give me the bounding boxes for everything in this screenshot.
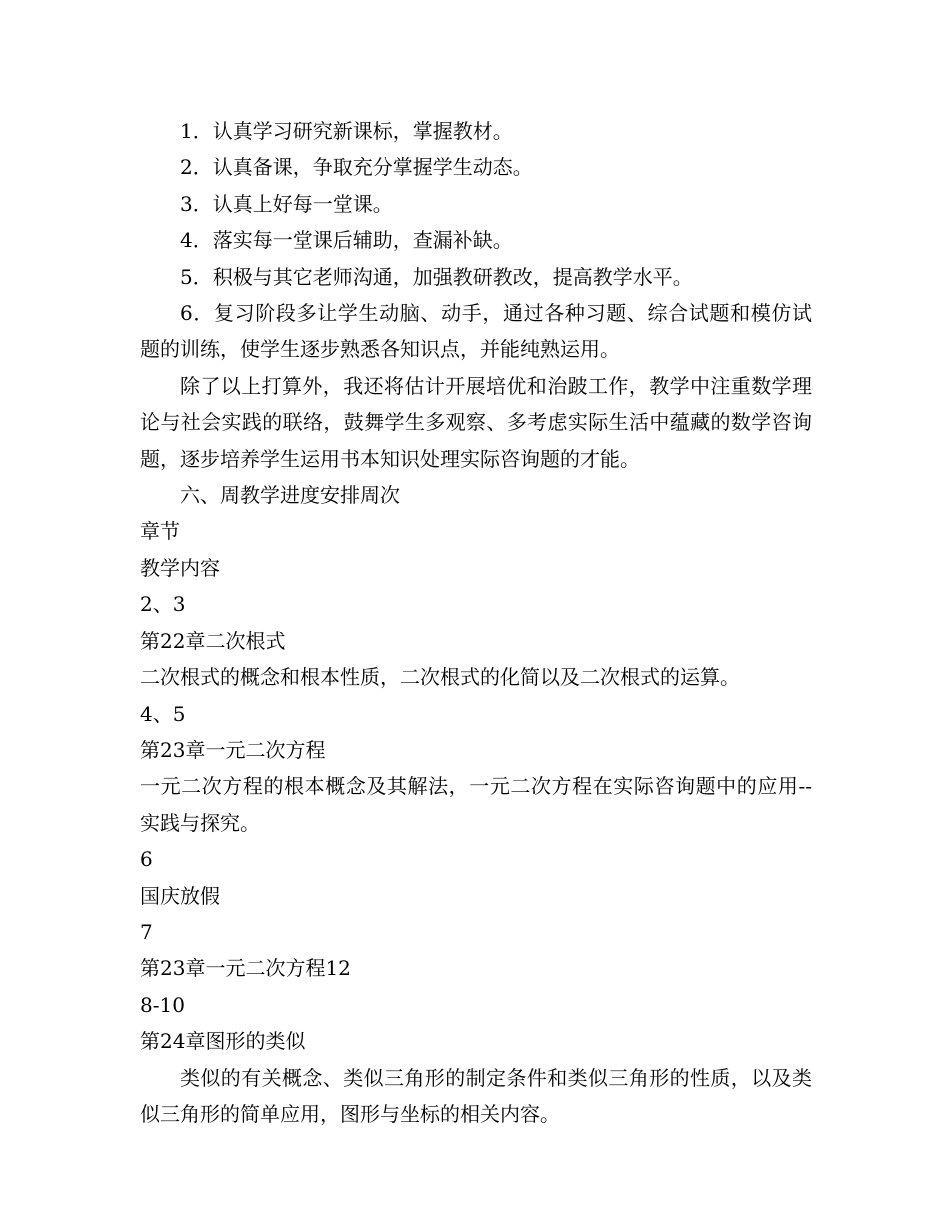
chapter-content: 一元二次方程的根本概念及其解法，一元二次方程在实际咨询题中的应用--实践与探究。 — [140, 774, 812, 835]
week-label: 4、5 — [140, 701, 186, 726]
chapter-title: 第22章二次根式 — [140, 628, 286, 653]
paragraph-measure-5: 5．积极与其它老师沟通，加强教研教改，提高教学水平。 — [180, 264, 693, 289]
holiday-note: 国庆放假 — [140, 883, 220, 908]
chapter-title: 第23章一元二次方程12 — [140, 956, 351, 981]
week-label: 7 — [140, 919, 153, 944]
document-body — [140, 113, 812, 1132]
week-label: 2、3 — [140, 592, 186, 617]
paragraph-extra-plan: 除了以上打算外，我还将估计开展培优和治跛工作，教学中注重数学理论与社会实践的联络，鼓舞学生多观察、多考虑实际生活中蕴藏的数学咨询题，逐步培养学生运用书本知识处理实际咨询题的才能。 — [140, 373, 812, 471]
section-heading: 六、周教学进度安排周次 — [180, 483, 400, 508]
chapter-content: 类似的有关概念、类似三角形的制定条件和类似三角形的性质，以及类似三角形的简单应用，图形与坐标的相关内容。 — [140, 1065, 812, 1126]
week-label: 8-10 — [140, 992, 185, 1017]
week-label: 6 — [140, 847, 153, 872]
paragraph-measure-1: 1．认真学习研究新课标，掌握教材。 — [180, 119, 513, 143]
chapter-content: 二次根式的概念和根本性质，二次根式的化简以及二次根式的运算。 — [140, 665, 740, 690]
paragraph-measure-4: 4．落实每一堂课后辅助，查漏补缺。 — [180, 228, 513, 253]
paragraph-measure-3: 3．认真上好每一堂课。 — [180, 191, 393, 216]
paragraph-measure-6: 6．复习阶段多让学生动脑、动手，通过各种习题、综合试题和模仿试题的训练，使学生逐步熟悉各知识点，并能纯熟运用。 — [140, 301, 812, 362]
column-label-chapter: 章节 — [140, 519, 180, 544]
paragraph-measure-2: 2．认真备课，争取充分掌握学生动态。 — [180, 155, 533, 180]
chapter-title: 第24章图形的类似 — [140, 1029, 306, 1054]
column-label-content: 教学内容 — [140, 555, 220, 580]
chapter-title: 第23章一元二次方程 — [140, 737, 326, 762]
